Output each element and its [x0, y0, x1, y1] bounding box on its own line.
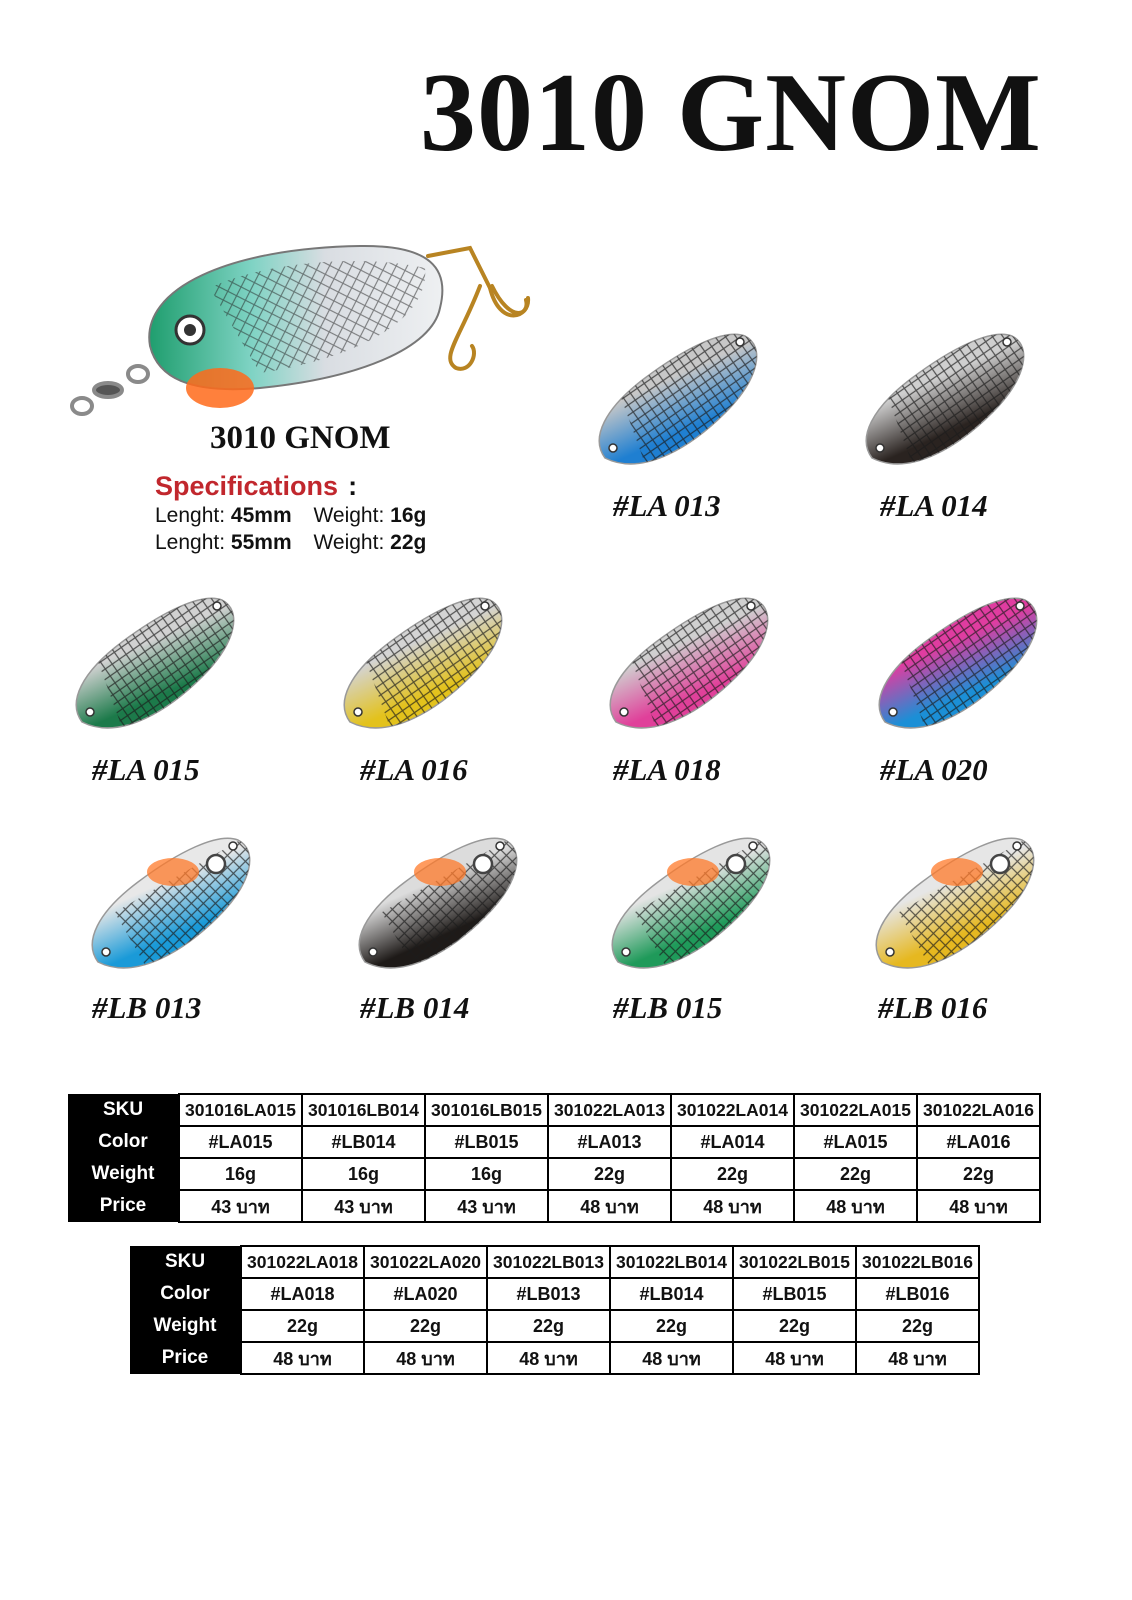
table-cell: 22g [241, 1310, 364, 1342]
table-cell: 48 บาท [671, 1190, 794, 1222]
table-cell: 48 บาท [856, 1342, 979, 1374]
table-cell: #LA015 [179, 1126, 302, 1158]
table-cell: #LB014 [610, 1278, 733, 1310]
table-cell: 301022LA015 [794, 1094, 917, 1126]
lure-image [865, 582, 1055, 747]
table-row [68, 1126, 1040, 1158]
table-row [130, 1310, 979, 1342]
lure-code-label: #LB 013 [92, 990, 202, 1025]
specifications-label: Specifications [155, 471, 339, 501]
lure-code-label: #LA 015 [92, 752, 200, 787]
table-cell: 48 บาท [794, 1190, 917, 1222]
table-cell: 48 บาท [241, 1342, 364, 1374]
table-cell: 16g [425, 1158, 548, 1190]
table-cell: 301016LB014 [302, 1094, 425, 1126]
row-header: Price [130, 1342, 241, 1374]
lure-image [852, 318, 1042, 483]
table-cell: #LB014 [302, 1126, 425, 1158]
spec-length: 45mm [230, 504, 292, 527]
row-header: Weight [130, 1310, 241, 1342]
table-cell: 301022LB013 [487, 1246, 610, 1278]
table-cell: 22g [856, 1310, 979, 1342]
table-cell: 301022LA013 [548, 1094, 671, 1126]
sku-table-2 [130, 1245, 980, 1375]
lure-code-label: #LB 014 [360, 990, 470, 1025]
lure-code-label: #LA 013 [613, 488, 721, 523]
spec-length: 55mm [230, 531, 292, 554]
table-row [130, 1342, 979, 1374]
table-row [68, 1094, 1040, 1126]
table-cell: 22g [917, 1158, 1040, 1190]
table-cell: 22g [364, 1310, 487, 1342]
sku-table-1 [68, 1093, 1041, 1223]
table-cell: 43 บาท [179, 1190, 302, 1222]
table-cell: 301016LB015 [425, 1094, 548, 1126]
table-cell: 22g [610, 1310, 733, 1342]
specifications-heading [155, 470, 357, 502]
table-cell: 22g [487, 1310, 610, 1342]
lure-code-label: #LA 016 [360, 752, 468, 787]
spec-row: Lenght: 55mm Weight: 22g [155, 531, 427, 554]
lure-code-label: #LA 020 [880, 752, 988, 787]
table-cell: #LA016 [917, 1126, 1040, 1158]
table-row [68, 1190, 1040, 1222]
table-cell: #LB015 [425, 1126, 548, 1158]
table-row [130, 1278, 979, 1310]
table-cell: 16g [302, 1158, 425, 1190]
table-cell: 48 บาท [610, 1342, 733, 1374]
table-cell: #LB015 [733, 1278, 856, 1310]
table-cell: 48 บาท [548, 1190, 671, 1222]
row-header: Color [130, 1278, 241, 1310]
row-header: Price [68, 1190, 179, 1222]
table-cell: 301022LB014 [610, 1246, 733, 1278]
table-cell: #LA013 [548, 1126, 671, 1158]
table-cell: #LA014 [671, 1126, 794, 1158]
table-cell: 48 บาท [917, 1190, 1040, 1222]
lure-code-label: #LB 016 [878, 990, 988, 1025]
table-cell: 301016LA015 [179, 1094, 302, 1126]
table-cell: 48 บาท [733, 1342, 856, 1374]
table-row [130, 1246, 979, 1278]
lure-image [596, 582, 786, 747]
table-cell: 48 บาท [364, 1342, 487, 1374]
spec-weight: 16g [390, 504, 427, 527]
table-cell: 301022LA020 [364, 1246, 487, 1278]
lure-image [345, 822, 535, 987]
table-cell: #LB016 [856, 1278, 979, 1310]
lure-image [78, 822, 268, 987]
table-cell: 301022LA018 [241, 1246, 364, 1278]
lure-code-label: #LA 018 [613, 752, 721, 787]
lure-image [585, 318, 775, 483]
row-header: SKU [130, 1246, 241, 1278]
spec-weight: 22g [390, 531, 427, 554]
lure-image [62, 582, 252, 747]
table-row [68, 1158, 1040, 1190]
table-cell: #LA018 [241, 1278, 364, 1310]
spec-row: Lenght: 45mm Weight: 16g [155, 504, 427, 527]
page-title: 3010 GNOM [420, 51, 1042, 175]
table-cell: 22g [671, 1158, 794, 1190]
product-name: 3010 GNOM [210, 420, 391, 456]
table-cell: 301022LB016 [856, 1246, 979, 1278]
table-cell: 16g [179, 1158, 302, 1190]
table-cell: #LA020 [364, 1278, 487, 1310]
lure-code-label: #LA 014 [880, 488, 988, 523]
table-cell: #LA015 [794, 1126, 917, 1158]
table-cell: 22g [733, 1310, 856, 1342]
table-cell: 48 บาท [487, 1342, 610, 1374]
specifications-colon: : [348, 471, 358, 501]
table-cell: 301022LA016 [917, 1094, 1040, 1126]
table-cell: 43 บาท [425, 1190, 548, 1222]
row-header: Weight [68, 1158, 179, 1190]
row-header: Color [68, 1126, 179, 1158]
table-cell: 301022LA014 [671, 1094, 794, 1126]
row-header: SKU [68, 1094, 179, 1126]
lure-code-label: #LB 015 [613, 990, 723, 1025]
hero-lure-image [60, 228, 540, 438]
table-cell: 301022LB015 [733, 1246, 856, 1278]
table-cell: #LB013 [487, 1278, 610, 1310]
table-cell: 22g [794, 1158, 917, 1190]
lure-image [330, 582, 520, 747]
table-cell: 22g [548, 1158, 671, 1190]
lure-image [598, 822, 788, 987]
table-cell: 43 บาท [302, 1190, 425, 1222]
lure-image [862, 822, 1052, 987]
